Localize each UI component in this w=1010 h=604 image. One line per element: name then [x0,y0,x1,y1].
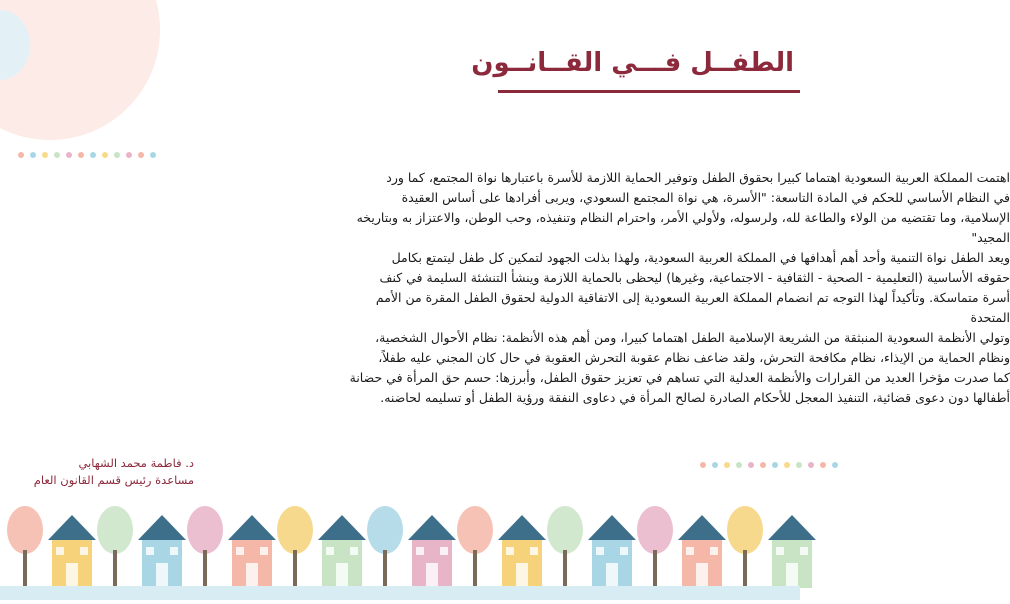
house-door [66,563,78,588]
tree-trunk [23,550,27,590]
house-door [516,563,528,588]
decorative-dot [90,152,96,158]
tree-crown [637,506,673,554]
decorative-dot [78,152,84,158]
house-door [426,563,438,588]
house-window [326,547,334,555]
tree-crown [367,506,403,554]
tree-crown [277,506,313,554]
decorative-dot [138,152,144,158]
tree-trunk [203,550,207,590]
house-roof [318,515,366,540]
house-window [146,547,154,555]
tree-crown [547,506,583,554]
house-door [786,563,798,588]
decorative-dots-top [18,152,156,158]
ground-strip [0,586,800,600]
decorative-dot [126,152,132,158]
house-door [156,563,168,588]
tree-trunk [563,550,567,590]
tree-trunk [473,550,477,590]
house-window [800,547,808,555]
house-roof [768,515,816,540]
decorative-dot [784,462,790,468]
decorative-dot [54,152,60,158]
decorative-dot [42,152,48,158]
paragraph-line: كما صدرت مؤخرا العديد من القرارات والأنظمة العدلية التي تساهم في تعزيز حقوق الطفل، وأبرزها: حسم حق المرأة في حضانة [349,370,1010,385]
house-roof [48,515,96,540]
paragraph-line: أسرة متماسكة. وتأكيداً لهذا التوجه تم انضمام المملكة العربية السعودية إلى الاتفاقية الدولية لحقوق الطفل المقرة من الأمم [375,290,1010,305]
house-roof [678,515,726,540]
article-body [10,168,1010,408]
tree-crown [7,506,43,554]
decorative-dot [66,152,72,158]
tree-trunk [653,550,657,590]
author-position: مساعدة رئيس قسم القانون العام [33,473,194,487]
decorative-dot [30,152,36,158]
decorative-dot [748,462,754,468]
paragraph-line: الإسلامية، وما تقتضيه من الولاء والطاعة لله، ولرسوله، ولأولي الأمر، واحترام النظام وتنفيذه، وحب الوطن، والاعتزاز به وبتاريخه [356,210,1010,225]
house-window [80,547,88,555]
house-window [56,547,64,555]
paragraph-line: ويعد الطفل نواة التنمية وأحد أهم أهدافها في المملكة العربية السعودية، ولهذا بذلت الجهود لتمكين كل طفل ليتمتع بكامل [391,250,1010,265]
decorative-dot [114,152,120,158]
paragraph-line: حقوقه الأساسية (التعليمية - الصحية - الثقافية - الاجتماعية، وغيرها) ليحظى بالحماية اللازمة وينشأ التنشئة السليمة في كنف [379,270,1010,285]
decorative-dot [736,462,742,468]
house-window [416,547,424,555]
decorative-dot [724,462,730,468]
page-title: الطفــل فـــي القــانــون [471,48,794,78]
decorative-dot [820,462,826,468]
house-window [596,547,604,555]
house-door [696,563,708,588]
house-door [606,563,618,588]
paragraph-line: وتولي الأنظمة السعودية المنبثقة من الشريعة الإسلامية الطفل اهتماما كبيرا، ومن أهم هذه الأنظمة: نظام الأحوال الشخصية، [375,330,1010,345]
house-window [710,547,718,555]
house-window [350,547,358,555]
author-name: د. فاطمة محمد الشهابي [78,456,194,470]
paragraph-line: المتحدة [970,310,1010,325]
house-window [620,547,628,555]
decorative-blob [0,0,160,140]
house-roof [588,515,636,540]
house-window [776,547,784,555]
decorative-dot [700,462,706,468]
decorative-dot [832,462,838,468]
house-roof [228,515,276,540]
house-window [506,547,514,555]
decorative-dot [772,462,778,468]
tree-crown [187,506,223,554]
house-window [260,547,268,555]
tree-trunk [293,550,297,590]
decorative-dot [712,462,718,468]
paragraph-line: ونظام الحماية من الإيذاء، نظام مكافحة التحرش، ولقد ضاعف نظام عقوبة التحرش العقوبة في حال كان المجني عليه طفلاً، [378,350,1010,365]
tree-trunk [383,550,387,590]
decorative-dot [796,462,802,468]
paragraph-line: أطفالها دون دعوى قضائية، التنفيذ المعجل للأحكام الصادرة لصالح المرأة في دعاوى النفقة ورؤية الطفل أو تسليمه لحاضنه. [380,390,1010,405]
decorative-dot [102,152,108,158]
house-window [236,547,244,555]
house-window [686,547,694,555]
tree-crown [727,506,763,554]
house-roof [498,515,546,540]
decorative-dot [18,152,24,158]
house-window [170,547,178,555]
houses-illustration-svg [0,495,800,600]
title-underline [498,90,800,93]
decorative-dot [808,462,814,468]
house-roof [138,515,186,540]
paragraph-line: في النظام الأساسي للحكم في المادة التاسعة: "الأسرة، هي نواة المجتمع السعودي، ويربى أفرادها على أساس العقيدة [401,190,1010,205]
house-window [530,547,538,555]
tree-crown [457,506,493,554]
house-window [440,547,448,555]
paragraph-line: اهتمت المملكة العربية السعودية اهتماما كبيرا بحقوق الطفل وتوفير الحماية اللازمة للأسرة باعتبارها نواة المجتمع، كما ورد [386,170,1010,185]
paragraph-line: المجيد" [971,230,1010,245]
houses-illustration [0,495,800,600]
tree-trunk [113,550,117,590]
house-roof [408,515,456,540]
decorative-dot [760,462,766,468]
tree-trunk [743,550,747,590]
house-door [336,563,348,588]
author-block [34,455,194,489]
house-door [246,563,258,588]
decorative-dot [150,152,156,158]
decorative-dots-bottom [700,462,838,468]
tree-crown [97,506,133,554]
